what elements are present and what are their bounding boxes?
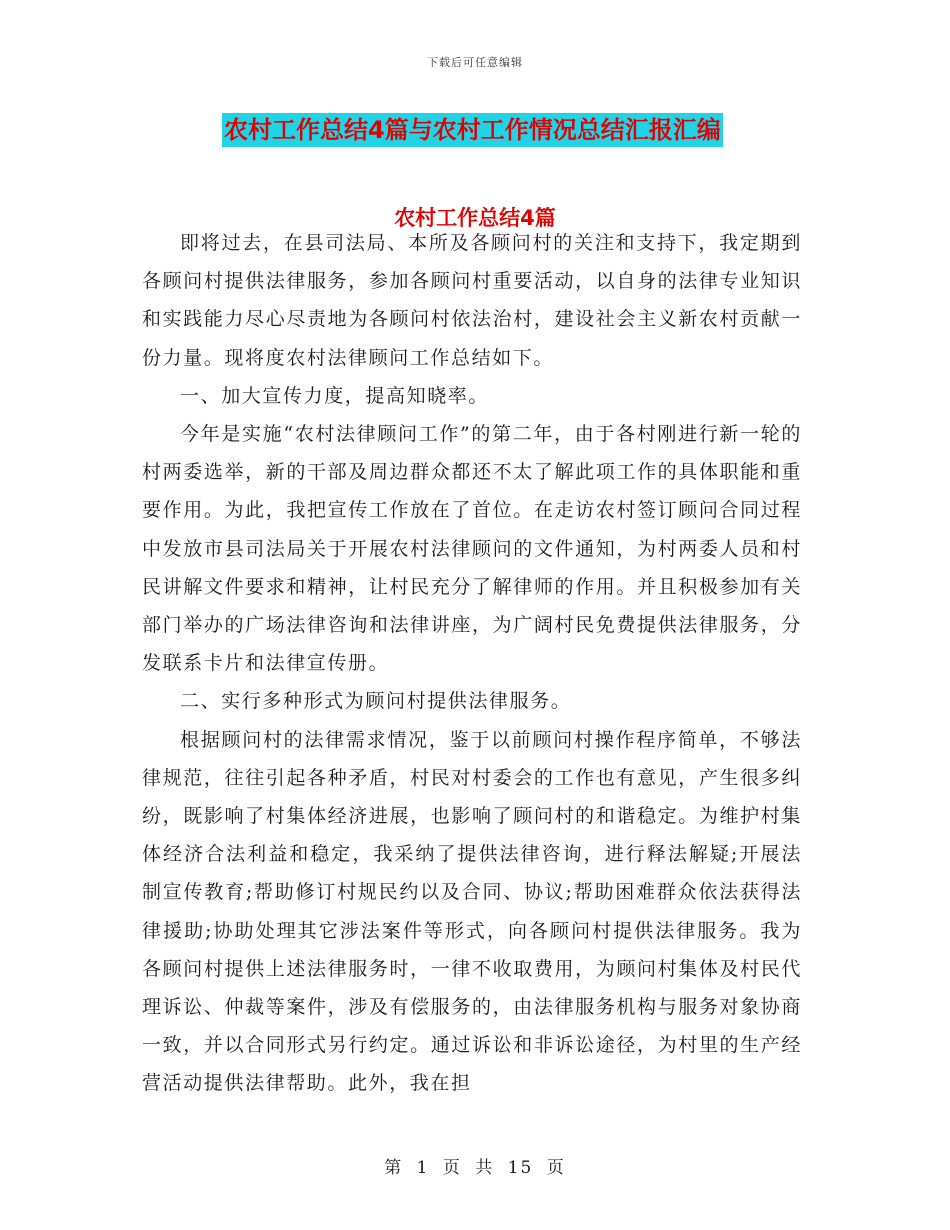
section-title: 农村工作总结4篇 <box>394 206 556 230</box>
paragraph: 即将过去，在县司法局、本所及各顾问村的关注和支持下，我定期到各顾问村提供法律服务，参加各顾问村重要活动，以自身的法律专业知识和实践能力尽心尽责地为各顾问村依法治村，建设社会主义新农村贡献一份力量。现将度农村法律顾问工作总结如下。 <box>142 232 802 369</box>
paragraph-heading: 二、实行多种形式为顾问村提供法律服务。 <box>180 690 572 713</box>
paragraph: 今年是实施“农村法律顾问工作”的第二年，由于各村刚进行新一轮的村两委选举，新的干部及周边群众都还不太了解此项工作的具体职能和重要作用。为此，我把宣传工作放在了首位。在走访农村签订顾问合同过程中发放市县司法局关于开展农村法律顾问的文件通知，为村两委人员和村民讲解文件要求和精神，让村民充分了解律师的作用。并且积极参加有关部门举办的广场法律咨询和法律讲座，为广阔村民免费提供法律服务，分发联系卡片和法律宣传册。 <box>142 423 802 675</box>
document-title: 农村工作总结4篇与农村工作情况总结汇报汇编 <box>222 113 723 147</box>
page-footer: 第 1 页 共 15 页 <box>384 1158 566 1178</box>
header-note: 下载后可任意编辑 <box>427 56 523 69</box>
paragraph-heading: 一、加大宣传力度，提高知晓率。 <box>180 384 490 407</box>
paragraph: 根据顾问村的法律需求情况，鉴于以前顾问村操作程序简单，不够法律规范，往往引起各种矛盾，村民对村委会的工作也有意见，产生很多纠纷，既影响了村集体经济进展，也影响了顾问村的和谐稳定。为维护村集体经济合法利益和稳定，我采纳了提供法律咨询，进行释法解疑;开展法制宣传教育;帮助修订村规民约以及合同、协议;帮助困难群众依法获得法律援助;协助处理其它涉法案件等形式，向各顾问村提供法律服务。我为各顾问村提供上述法律服务时，一律不收取费用，为顾问村集体及村民代理诉讼、仲裁等案件，涉及有偿服务的，由法律服务机构与服务对象协商一致，并以合同形式另行约定。通过诉讼和非诉讼途径，为村里的生产经营活动提供法律帮助。此外，我在担 <box>142 728 802 1095</box>
body-text <box>142 224 802 1103</box>
